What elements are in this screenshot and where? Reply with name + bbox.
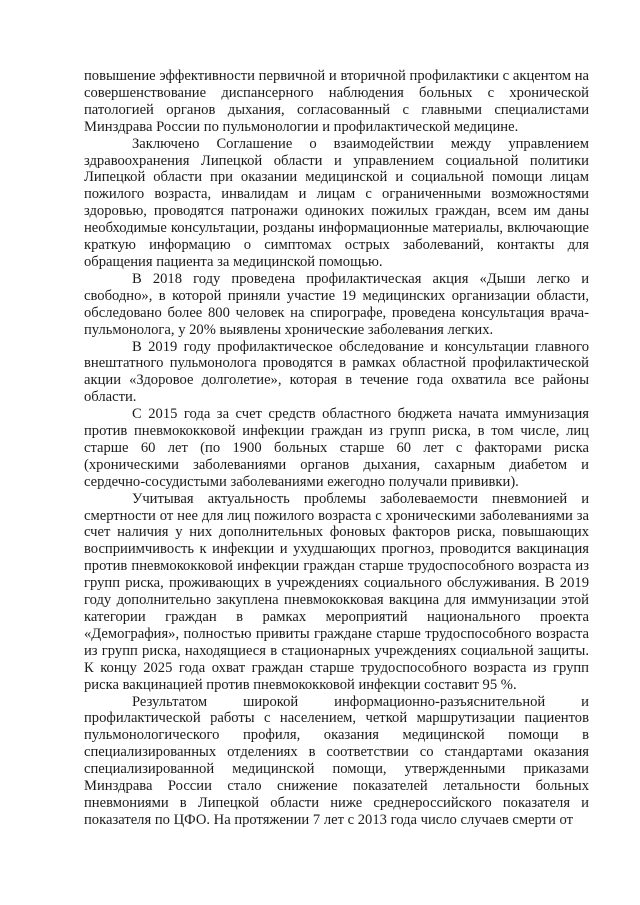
document-body <box>84 68 589 829</box>
paragraph-1: повышение эффективности первичной и вторичной профилактики с акцентом на совершенствование диспансерного наблюдения больных с хронической патологией органов дыхания, согласованный с главными специалистами Минздрава России по пульмонологии и профилактической медицине. <box>84 68 589 135</box>
paragraph-2: Заключено Соглашение о взаимодействии между управлением здравоохранения Липецкой области и управлением социальной политики Липецкой области при оказании медицинской и социальной помощи лицам пожилого возраста, инвалидам и лицам с ограниченными возможностями здоровью, проводятся патронажи одиноких пожилых граждан, всем им даны необходимые консультации, розданы информационные материалы, включающие краткую информацию о симптомах острых заболеваний, контакты для обращения пациента за медицинской помощью. <box>84 135 589 270</box>
paragraph-3: В 2018 году проведена профилактическая акция «Дыши легко и свободно», в которой приняли участие 19 медицинских организации области, обследовано более 800 человек на спирографе, проведена консультация врача-пульмонолога, у 20% выявлены хронические заболевания легких. <box>84 270 589 338</box>
paragraph-5: С 2015 года за счет средств областного бюджета начата иммунизация против пневмококковой инфекции граждан из групп риска, в том числе, лиц старше 60 лет (по 1900 больных старше 60 лет с факторами риска (хроническими заболеваниями органов дыхания, сахарным диабетом и сердечно-сосудистыми заболеваниями ежегодно получали прививки). <box>84 406 589 490</box>
paragraph-6: Учитывая актуальность проблемы заболеваемости пневмонией и смертности от нее для лиц пожилого возраста с хроническими заболеваниями за счет наличия у них дополнительных фоновых факторов риска, повышающих восприимчивость к инфекции и ухудшающих прогноз, проводится вакцинация против пневмококковой инфекции граждан старше трудоспособного возраста из групп риска, проживающих в учреждениях социального обслуживания. В 2019 году дополнительно закуплена пневмококковая вакцина для иммунизации этой категории граждан в рамках мероприятий национального проекта «Демография», полностью привиты граждане старше трудоспособного возраста из групп риска, находящиеся в стационарных учреждениях социальной защиты. К концу 2025 года охват граждан старше трудоспособного возраста из групп риска вакцинацией против пневмококковой инфекции составит 95 %. <box>84 490 589 693</box>
paragraph-7: Результатом широкой информационно-разъяснительной и профилактической работы с населением, четкой маршрутизации пациентов пульмонологического профиля, оказания медицинской помощи в специализированных отделениях в соответствии со стандартами оказания специализированной медицинской помощи, утвержденными приказами Минздрава России стало снижение показателей летальности больных пневмониями в Липецкой области ниже среднероссийского показателя и показателя по ЦФО. На протяжении 7 лет с 2013 года число случаев смерти от <box>84 693 589 828</box>
paragraph-4: В 2019 году профилактическое обследование и консультации главного внештатного пульмонолога проводятся в рамках областной профилактической акции «Здоровое долголетие», которая в течение года охватила все районы области. <box>84 338 589 406</box>
